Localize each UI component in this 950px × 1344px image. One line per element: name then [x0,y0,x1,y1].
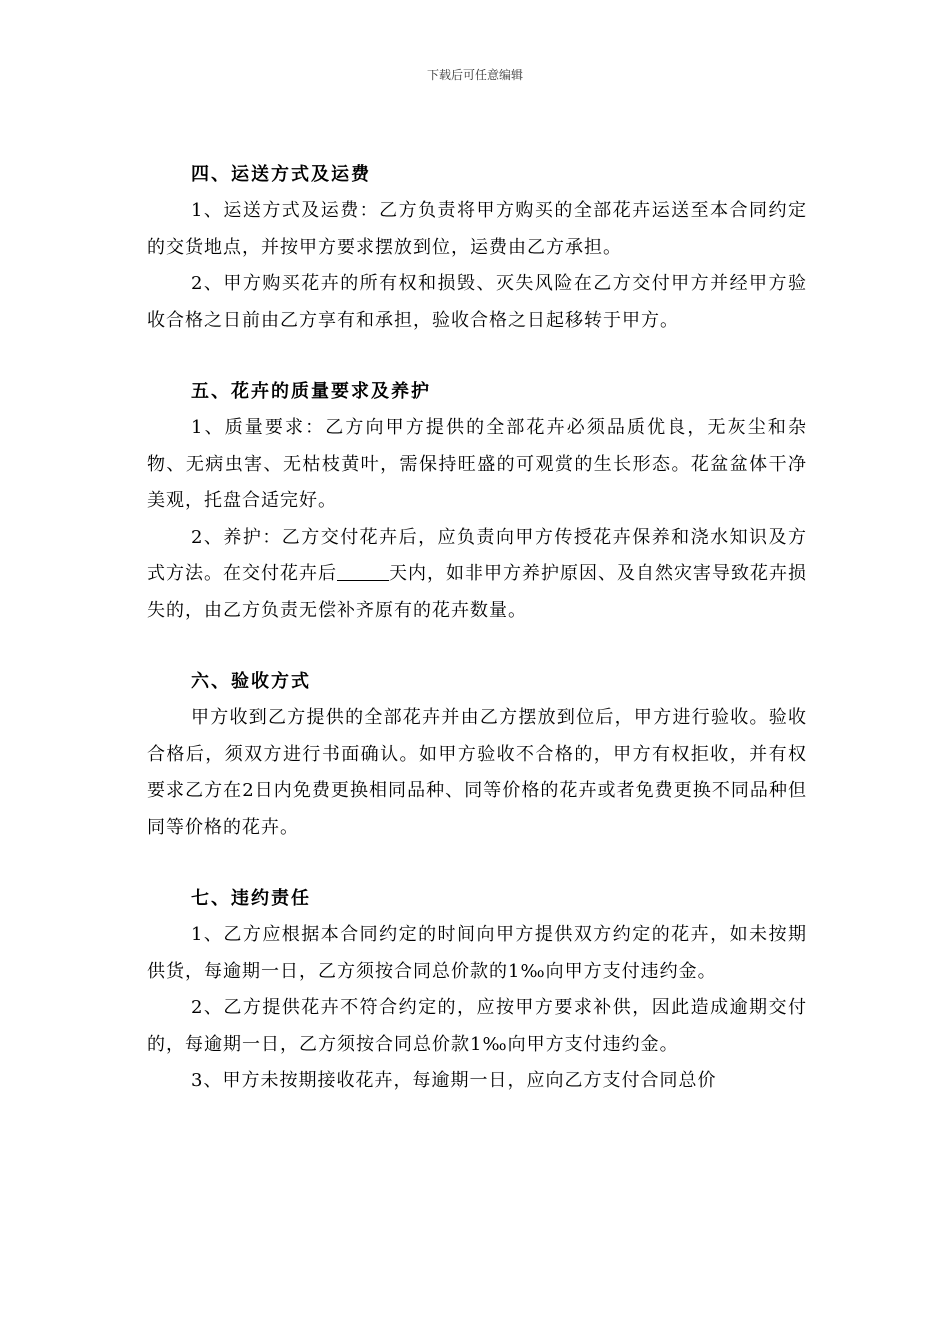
section-delivery [147,156,807,339]
paragraph-text-before-blank: 2、养护：乙方交付花卉后，应负责向甲方传授花卉保养和浇水知识及方式方法。在交付花卉后 [147,526,807,584]
paragraph: 1、乙方应根据本合同约定的时间向甲方提供双方约定的花卉，如未按期供货，每逾期一日，乙方须按合同总价款的1‰向甲方支付违约金。 [147,924,807,982]
section-acceptance [147,663,807,846]
paragraph: 2、乙方提供花卉不符合约定的，应按甲方要求补供，因此造成逾期交付的，每逾期一日，乙方须按合同总价款1‰向甲方支付违约金。 [147,997,807,1055]
section-heading: 四、运送方式及运费 [191,164,371,185]
page-header-note: 下载后可任意编辑 [426,68,523,82]
section-quality [147,373,807,629]
section-liability [147,880,807,1100]
paragraph: 1、质量要求：乙方向甲方提供的全部花卉必须品质优良，无灰尘和杂物、无病虫害、无枯枝黄叶，需保持旺盛的可观赏的生长形态。花盆盆体干净美观，托盘合适完好。 [147,417,807,511]
paragraph-text-after-blank: 天内，如非甲方养护原因、及自然灾害导致花卉损失的，由乙方负责无偿补齐原有的花卉数量。 [147,563,807,621]
paragraph: 2、甲方购买花卉的所有权和损毁、灭失风险在乙方交付甲方并经甲方验收合格之日前由乙方享有和承担，验收合格之日起移转于甲方。 [147,273,807,331]
section-heading: 五、花卉的质量要求及养护 [191,381,431,402]
paragraph: 甲方收到乙方提供的全部花卉并由乙方摆放到位后，甲方进行验收。验收合格后，须双方进行书面确认。如甲方验收不合格的，甲方有权拒收，并有权要求乙方在2日内免费更换相同品种、同等价格的花卉或者免费更换不同品种但同等价格的花卉。 [147,707,807,838]
fill-in-blank [337,562,389,581]
paragraph: 1、运送方式及运费：乙方负责将甲方购买的全部花卉运送至本合同约定的交货地点，并按甲方要求摆放到位，运费由乙方承担。 [147,200,807,258]
section-heading: 六、验收方式 [191,671,311,692]
paragraph: 3、甲方未按期接收花卉，每逾期一日，应向乙方支付合同总价 [191,1070,717,1091]
section-heading: 七、违约责任 [191,888,311,909]
document-body [147,156,807,1100]
paragraph-with-blank [147,520,807,630]
